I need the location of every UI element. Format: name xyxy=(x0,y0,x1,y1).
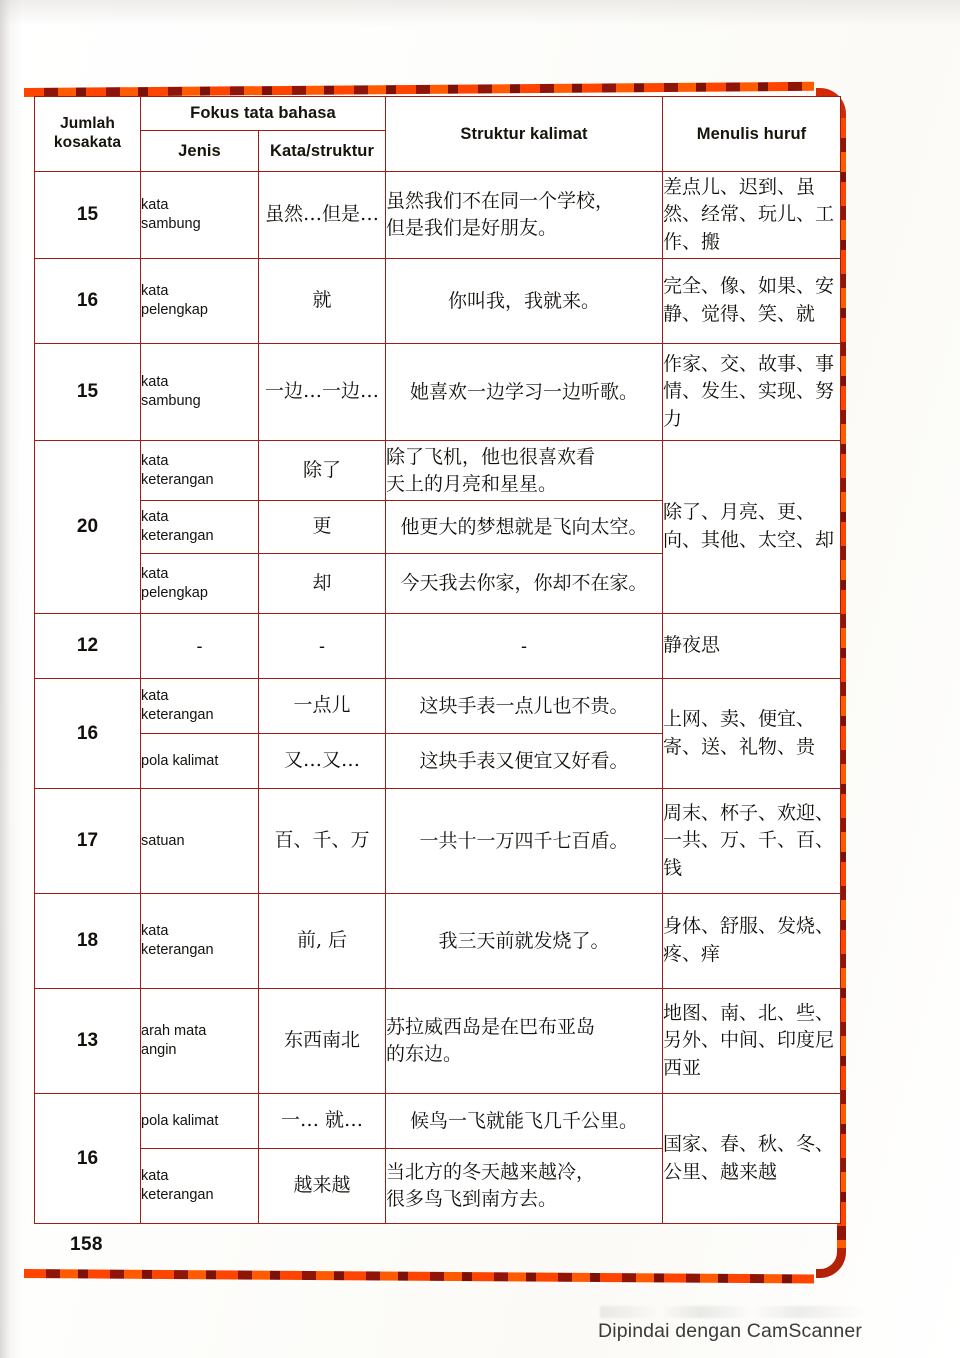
cell-jenis xyxy=(141,734,259,789)
cell-kata-struktur: 除了 xyxy=(259,441,386,501)
header-jumlah-line2: kosakata xyxy=(53,134,122,151)
camscanner-watermark: Dipindai dengan CamScanner xyxy=(598,1320,863,1342)
cell-struktur-kalimat xyxy=(386,789,663,894)
cell-jenis xyxy=(141,501,259,554)
cell-menulis-huruf: 地图、南、北、些、另外、中间、印度尼西亚 xyxy=(663,989,841,1094)
jenis-line2: keterangan xyxy=(141,942,214,958)
jenis-line1: satuan xyxy=(141,832,185,849)
cell-jumlah-kosakata: 13 xyxy=(35,989,141,1094)
cell-kata-struktur: 一… 就… xyxy=(259,1094,386,1149)
cell-jenis xyxy=(141,789,259,894)
cell-jenis xyxy=(141,989,259,1094)
kalimat-line1: 他更大的梦想就是飞向太空。 xyxy=(400,515,648,538)
cell-struktur-kalimat xyxy=(386,734,663,789)
cell-struktur-kalimat xyxy=(386,554,663,614)
cell-kata-struktur: 百、千、万 xyxy=(259,789,386,894)
cell-struktur-kalimat xyxy=(386,344,663,441)
kalimat-line2: 的东边。 xyxy=(386,1043,463,1065)
table-row xyxy=(35,894,841,989)
jenis-line1: - xyxy=(196,635,203,656)
jenis-line2: pelengkap xyxy=(141,584,208,601)
cell-menulis-huruf: 身体、舒服、发烧、疼、痒 xyxy=(663,894,841,989)
cell-jumlah-kosakata: 12 xyxy=(35,614,141,679)
header-row-top xyxy=(35,97,841,131)
cell-kata-struktur: 越来越 xyxy=(259,1149,386,1224)
jenis-line1: pola kalimat xyxy=(141,752,219,769)
kalimat-line1: 今天我去你家，你却不在家。 xyxy=(400,572,648,595)
table-row xyxy=(35,344,841,441)
cell-struktur-kalimat xyxy=(386,1094,663,1149)
jenis-line2: pelengkap xyxy=(141,302,208,318)
jenis-line2: angin xyxy=(141,1042,177,1058)
cell-kata-struktur: 一边…一边… xyxy=(259,344,386,441)
cell-struktur-kalimat xyxy=(386,259,663,344)
column-header-menulis-huruf: Menulis huruf xyxy=(663,97,841,172)
cell-menulis-huruf: 国家、春、秋、冬、公里、越来越 xyxy=(663,1094,841,1224)
cell-jumlah-kosakata: 16 xyxy=(35,679,141,789)
cell-jumlah-kosakata: 16 xyxy=(35,259,141,344)
cell-struktur-kalimat xyxy=(386,172,663,259)
cell-jenis xyxy=(141,679,259,734)
column-header-jumlah-kosakata xyxy=(35,97,141,172)
kalimat-line2: 天上的月亮和星星。 xyxy=(386,472,558,495)
table-row xyxy=(35,441,841,501)
cell-menulis-huruf: 周末、杯子、欢迎、一共、万、千、百、钱 xyxy=(663,789,841,894)
jenis-line1: kata xyxy=(141,565,169,582)
cell-kata-struktur: 前, 后 xyxy=(259,894,386,989)
vocabulary-summary-table-wrapper xyxy=(34,96,840,1230)
kalimat-line1: 苏拉威西岛是在巴布亚岛 xyxy=(386,1016,596,1039)
scan-edge-shadow-top xyxy=(0,0,960,26)
cell-struktur-kalimat xyxy=(386,1149,663,1224)
decorative-corner-bottom-right xyxy=(816,1248,846,1278)
kalimat-line1: 候鸟一飞就能飞几千公里。 xyxy=(410,1109,639,1132)
column-header-jenis: Jenis xyxy=(141,131,259,172)
kalimat-line1: 她喜欢一边学习一边听歌。 xyxy=(410,380,639,403)
cell-jumlah-kosakata: 15 xyxy=(35,172,141,259)
cell-jenis xyxy=(141,344,259,441)
cell-struktur-kalimat xyxy=(386,894,663,989)
kalimat-line1: 一共十一万四千七百盾。 xyxy=(419,829,629,852)
cell-menulis-huruf: 上网、卖、便宜、寄、送、礼物、贵 xyxy=(663,679,841,789)
decorative-border-top xyxy=(24,82,814,97)
cell-menulis-huruf: 差点儿、迟到、虽然、经常、玩儿、工作、搬 xyxy=(663,172,841,259)
cell-jumlah-kosakata: 18 xyxy=(35,894,141,989)
jenis-line1: pola kalimat xyxy=(141,1112,219,1129)
column-header-struktur-kalimat: Struktur kalimat xyxy=(386,97,663,172)
kalimat-line2: 很多鸟飞到南方去。 xyxy=(386,1188,558,1210)
table-row xyxy=(35,172,841,259)
scan-edge-shadow-left xyxy=(0,0,22,1358)
cell-jenis xyxy=(141,894,259,989)
vocabulary-summary-table xyxy=(34,96,841,1224)
column-header-fokus-tata-bahasa: Fokus tata bahasa xyxy=(141,97,386,131)
kalimat-line2: 但是我们是好朋友。 xyxy=(386,217,558,239)
jenis-line1: kata xyxy=(141,688,169,705)
decorative-border-bottom xyxy=(24,1269,814,1284)
kalimat-line1: 这块手表又便宜又好看。 xyxy=(419,749,629,772)
table-row xyxy=(35,1094,841,1149)
jenis-line1: arah mata xyxy=(141,1023,207,1040)
cell-jumlah-kosakata: 15 xyxy=(35,344,141,441)
table-row xyxy=(35,679,841,734)
cell-jenis xyxy=(141,614,259,679)
jenis-line2: keterangan xyxy=(141,1187,214,1203)
cell-jenis xyxy=(141,441,259,501)
cell-kata-struktur: 更 xyxy=(259,501,386,554)
jenis-line1: kata xyxy=(141,923,169,940)
table-row xyxy=(35,614,841,679)
cell-kata-struktur: 东西南北 xyxy=(259,989,386,1094)
kalimat-line1: - xyxy=(521,635,528,656)
table-row xyxy=(35,789,841,894)
cell-menulis-huruf: 作家、交、故事、事情、发生、实现、努力 xyxy=(663,344,841,441)
jenis-line2: keterangan xyxy=(141,471,214,488)
jenis-line2: keterangan xyxy=(141,707,214,723)
cell-jumlah-kosakata: 17 xyxy=(35,789,141,894)
cell-jenis xyxy=(141,554,259,614)
scan-smudge xyxy=(600,1306,930,1318)
cell-menulis-huruf: 静夜思 xyxy=(663,614,841,679)
header-jumlah-line1: Jumlah xyxy=(60,115,115,133)
kalimat-line1: 这块手表一点儿也不贵。 xyxy=(419,694,629,717)
cell-kata-struktur: 却 xyxy=(259,554,386,614)
cell-jenis xyxy=(141,172,259,259)
cell-kata-struktur: 又…又… xyxy=(259,734,386,789)
table-body xyxy=(35,172,841,1224)
cell-jenis xyxy=(141,1149,259,1224)
jenis-line1: kata xyxy=(141,509,169,526)
cell-struktur-kalimat xyxy=(386,679,663,734)
kalimat-line1: 我三天前就发烧了。 xyxy=(438,929,610,952)
jenis-line1: kata xyxy=(141,197,169,214)
kalimat-line1: 你叫我，我就来。 xyxy=(448,289,601,312)
column-header-kata-struktur: Kata/struktur xyxy=(259,131,386,172)
cell-jenis xyxy=(141,1094,259,1149)
jenis-line1: kata xyxy=(141,374,169,391)
cell-kata-struktur: 就 xyxy=(259,259,386,344)
table-head xyxy=(35,97,841,172)
jenis-line1: kata xyxy=(141,283,169,300)
cell-menulis-huruf: 除了、月亮、更、向、其他、太空、却 xyxy=(663,441,841,614)
jenis-line1: kata xyxy=(141,452,169,469)
jenis-line1: kata xyxy=(141,1168,169,1185)
kalimat-line1: 除了飞机，他也很喜欢看 xyxy=(386,445,596,468)
cell-struktur-kalimat xyxy=(386,441,663,501)
cell-kata-struktur: 虽然…但是… xyxy=(259,172,386,259)
page-number: 158 xyxy=(70,1234,103,1255)
jenis-line2: sambung xyxy=(141,216,201,232)
cell-struktur-kalimat xyxy=(386,614,663,679)
cell-struktur-kalimat xyxy=(386,989,663,1094)
table-row xyxy=(35,989,841,1094)
cell-jumlah-kosakata: 20 xyxy=(35,441,141,614)
cell-kata-struktur: - xyxy=(259,614,386,679)
jenis-line2: sambung xyxy=(141,393,201,409)
cell-struktur-kalimat xyxy=(386,501,663,554)
kalimat-line1: 当北方的冬天越来越冷， xyxy=(386,1161,596,1184)
jenis-line2: keterangan xyxy=(141,528,214,544)
cell-jenis xyxy=(141,259,259,344)
cell-menulis-huruf: 完全、像、如果、安静、觉得、笑、就 xyxy=(663,259,841,344)
cell-jumlah-kosakata: 16 xyxy=(35,1094,141,1224)
kalimat-line1: 虽然我们不在同一个学校， xyxy=(386,190,615,213)
cell-kata-struktur: 一点儿 xyxy=(259,679,386,734)
table-row xyxy=(35,259,841,344)
